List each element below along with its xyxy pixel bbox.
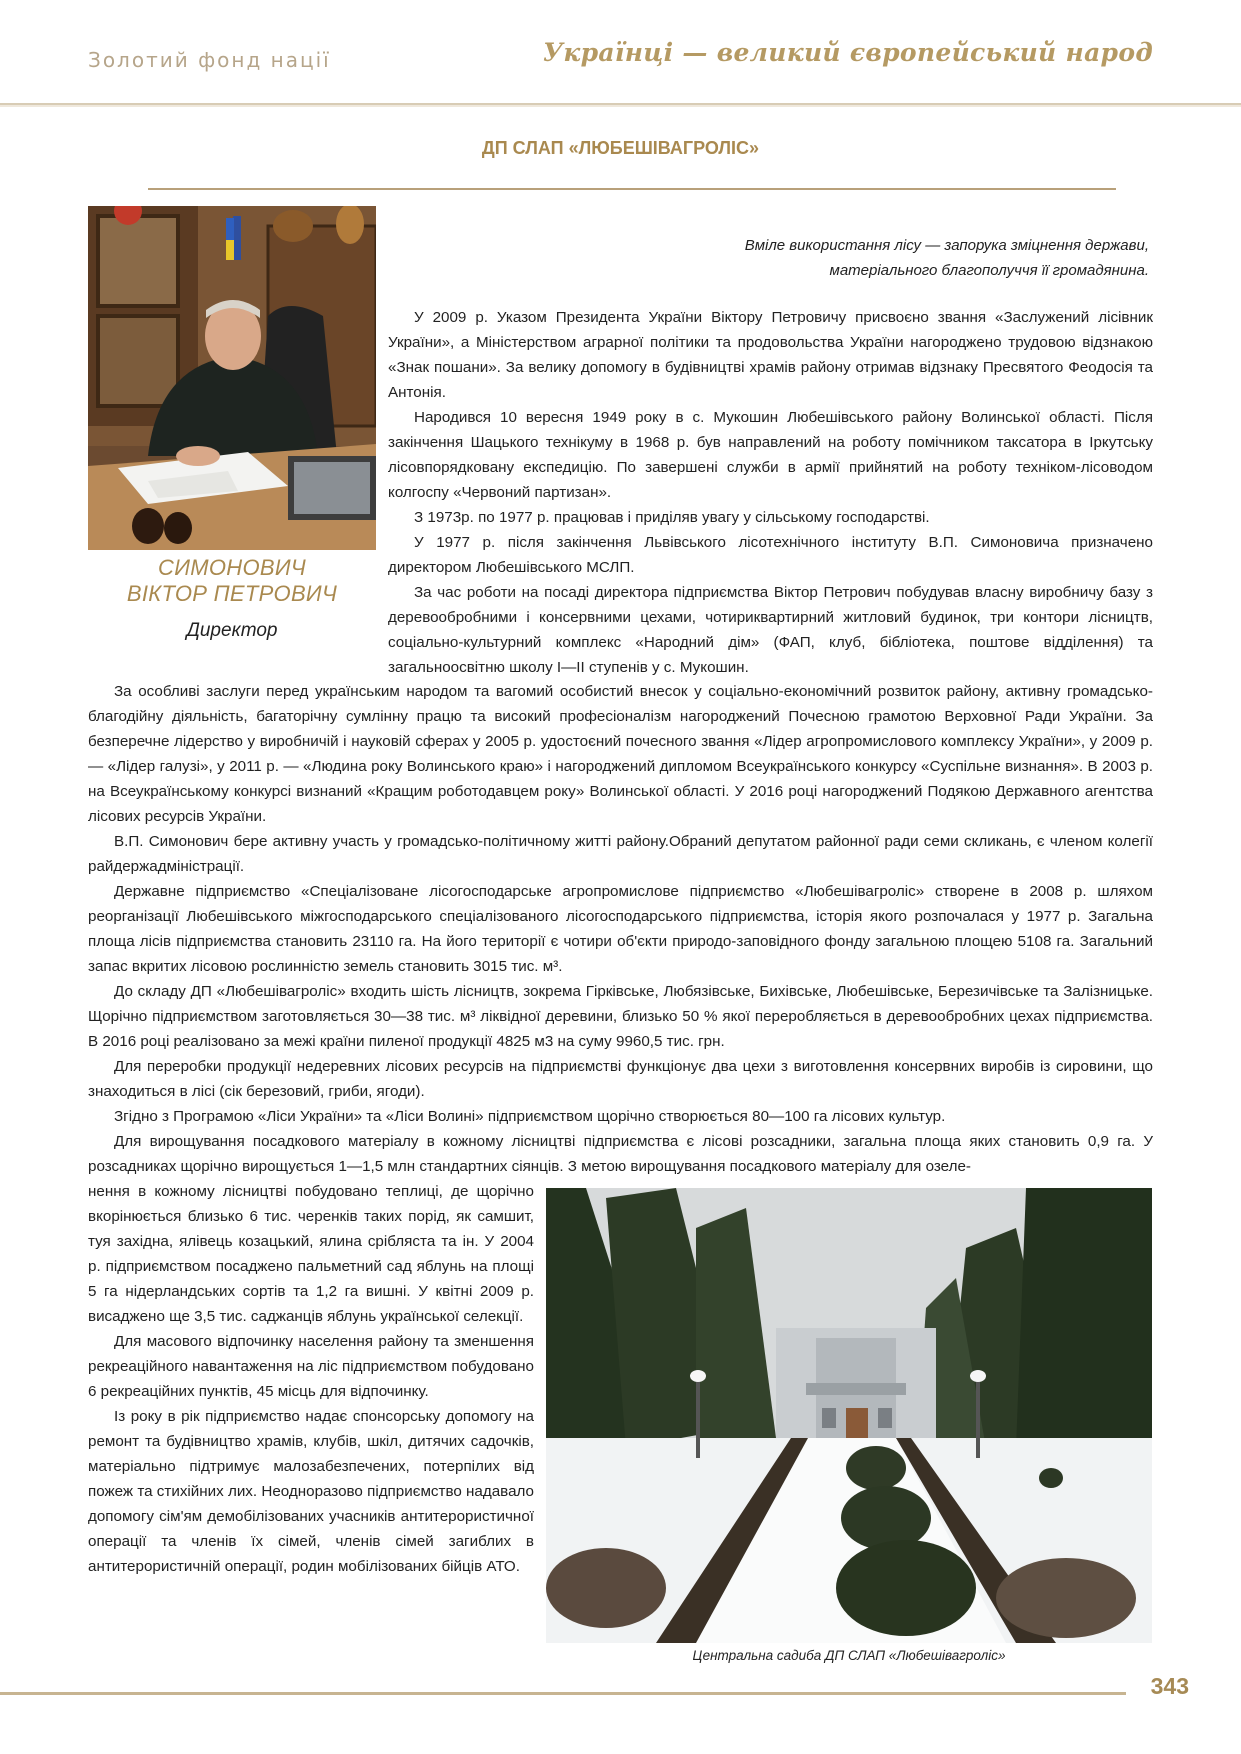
article-text-full-width: [88, 679, 1153, 1179]
paragraph-continuation: нення в кожному лісництві побудовано теплиці, де щорічно вкорінюється близько 6 тис. черенків таких порід, як самшит, туя західна, ялівець козацький, ялина сріблястa та ін. У 2004 р. підприємством посаджено пальметний сад яблунь на площі 5 га нідерландських сортів та 1,2 га вишні. У квітні 2009 р. висаджено ще 3,5 тис. саджанців яблунь української селекції.: [88, 1183, 534, 1325]
paragraph: Із року в рік підприємство надає спонсорську допомогу на ремонт та будівництво храмів, клубів, шкіл, дитячих садочків, матеріально підтримує малозабезпечених, потерпілих від пожеж та стихійних лих. Неодноразово підприємство надавало допомогу сім'ям демобілізованих учасників антитерористичної операції та членів їх сімей, членів сімей загиблих в антитерористичній операції, родин мобілізованих бійців АТО.: [88, 1408, 534, 1575]
paragraph: Згідно з Програмою «Ліси України» та «Ліси Волині» підприємством щорічно створюється 80—100 га лісових культур.: [114, 1108, 946, 1125]
person-role: Директор: [186, 620, 278, 641]
article-text-right-column: [388, 305, 1153, 680]
epigraph-line: матеріального благополуччя її громадянина.: [829, 262, 1149, 279]
photo-caption: Центральна садиба ДП СЛАП «Любешівагроліс»: [692, 1648, 1006, 1663]
person-given-names: ВІКТОР ПЕТРОВИЧ: [126, 581, 338, 606]
paragraph: У 2009 р. Указом Президента України Віктору Петровичу присвоєно звання «Заслужений лісівник України», а Міністерством аграрної політики та продовольства України нагороджено трудовою відзнакою «Знак пошани». За велику допомогу в будівництві храмів району отримав відзнаку Пресвятого Феодосія та Антонія.: [388, 309, 1153, 401]
paragraph: З 1973р. по 1977 р. працював і приділяв увагу у сільському господарстві.: [414, 509, 930, 526]
page-number: 343: [1150, 1673, 1189, 1699]
portrait-image: [88, 206, 376, 550]
paragraph: Для масового відпочинку населення району та зменшення рекреаційного навантаження на ліс підприємством побудовано 6 рекреаційних пунктів, 45 місць для відпочинку.: [88, 1333, 534, 1400]
paragraph: У 1977 р. після закінчення Львівського лісотехнічного інституту В.П. Симоновича призначено директором Любешівського МСЛП.: [388, 534, 1153, 576]
header-divider: [0, 103, 1241, 107]
title-divider: [148, 188, 1116, 190]
article-text-left-column: [88, 1179, 534, 1579]
running-header-right: Українці — великий європейський народ: [542, 38, 1153, 67]
paragraph: Для переробки продукції недеревних лісових ресурсів на підприємстві функціонує два цехи з виготовлення консервних виробів із сировини, що знаходиться в лісі (сік березовий, гриби, ягоди).: [88, 1058, 1153, 1100]
paragraph: Народився 10 вересня 1949 року в с. Мукошин Любешівського району Волинської області. Після закінчення Шацького технікуму в 1968 р. був направлений на роботу помічником таксатора в Іркутську лісовпорядковану експедицію. По завершені служби в армії прийнятий на роботу техніком-лісоводом колгоспу «Червоний партизан».: [388, 409, 1153, 501]
estate-photo: [546, 1188, 1152, 1643]
paragraph: Для вирощування посадкового матеріалу в кожному лісництві підприємства є лісові розсадники, загальна площа яких становить 0,9 га. У розсадниках щорічно вирощується 1—1,5 млн стандартних сіянців. З метою вирощування посадкового матеріалу для озеле-: [88, 1133, 1153, 1175]
paragraph: Державне підприємство «Спеціалізоване лісогосподарське агропромислове підприємство «Любешівагроліс» створене в 2008 р. шляхом реорганізації Любешівського міжгосподарського спеціалізованого лісогосподарського підприємства, історія якого розпочалася у 1977 р. Загальна площа лісів підприємства становить 23110 га. На його території є чотири об'єкти природо-заповідного фонду загальною площею 5108 га. Загальний запас вкритих лісовою рослинністю земель становить 3015 тис. м³.: [88, 883, 1153, 975]
paragraph: До складу ДП «Любешівагроліс» входить шість лісництв, зокрема Гірківське, Любязівське, Бихівське, Любешівське, Березичівське та Залізницьке. Щорічно підприємством заготовляється 30—38 тис. м³ ліквідної деревини, близько 50 % якої переробляється в деревообробних цехах підприємства. В 2016 році реалізовано за межі країни пиленої продукції 4825 м3 на суму 9960,5 тис. грн.: [88, 983, 1153, 1050]
paragraph: В.П. Симонович бере активну участь у громадсько-політичному житті району.Обраний депутатом районної ради семи скликань, є членом колегії райдержадміністрації.: [88, 833, 1153, 875]
paragraph: За час роботи на посаді директора підприємства Віктор Петрович побудував власну виробничу базу з деревообробними і консервними цехами, чотириквартирний житловий будинок, три контори лісництв, соціально-культурний комплекс «Народний дім» (ФАП, клуб, бібліотека, поштове відділення) та загальноосвітню школу І—ІІ ступенів у с. Мукошин.: [388, 584, 1153, 676]
paragraph: За особливі заслуги перед українським народом та вагомий особистий внесок у соціально-економічний розвиток району, активну громадсько-благодійну діяльність, багаторічну сумлінну працю та високий професіоналізм нагороджений Почесною грамотою Верховної Ради України. За безперечне лідерство у виробничій і науковій сферах у 2005 р. удостоєний почесного звання «Лідер агропромислового комплексу України», у 2009 р. — «Лідер галузі», у 2011 р. — «Людина року Волинського краю» і нагороджений дипломом Всеукраїнського конкурсу «Суспільне визнання». В 2003 р. на Всеукраїнському конкурсі визнаний «Кращим роботодавцем року» Волинської області. У 2016 році нагороджений Подякою Державного агентства лісових ресурсів України.: [88, 683, 1153, 825]
running-header-left: Золотий фонд нації: [88, 48, 331, 72]
person-surname: СИМОНОВИЧ: [158, 555, 306, 580]
footer-divider: [0, 1692, 1126, 1695]
person-name: [88, 555, 376, 607]
estate-image: [546, 1188, 1152, 1643]
director-portrait-photo: [88, 206, 376, 550]
epigraph-line: Вміле використання лісу — запорука зміцнення держави,: [744, 237, 1149, 254]
epigraph: [745, 233, 1149, 283]
article-title: ДП СЛАП «ЛЮБЕШІВАГРОЛІС»: [481, 138, 760, 158]
